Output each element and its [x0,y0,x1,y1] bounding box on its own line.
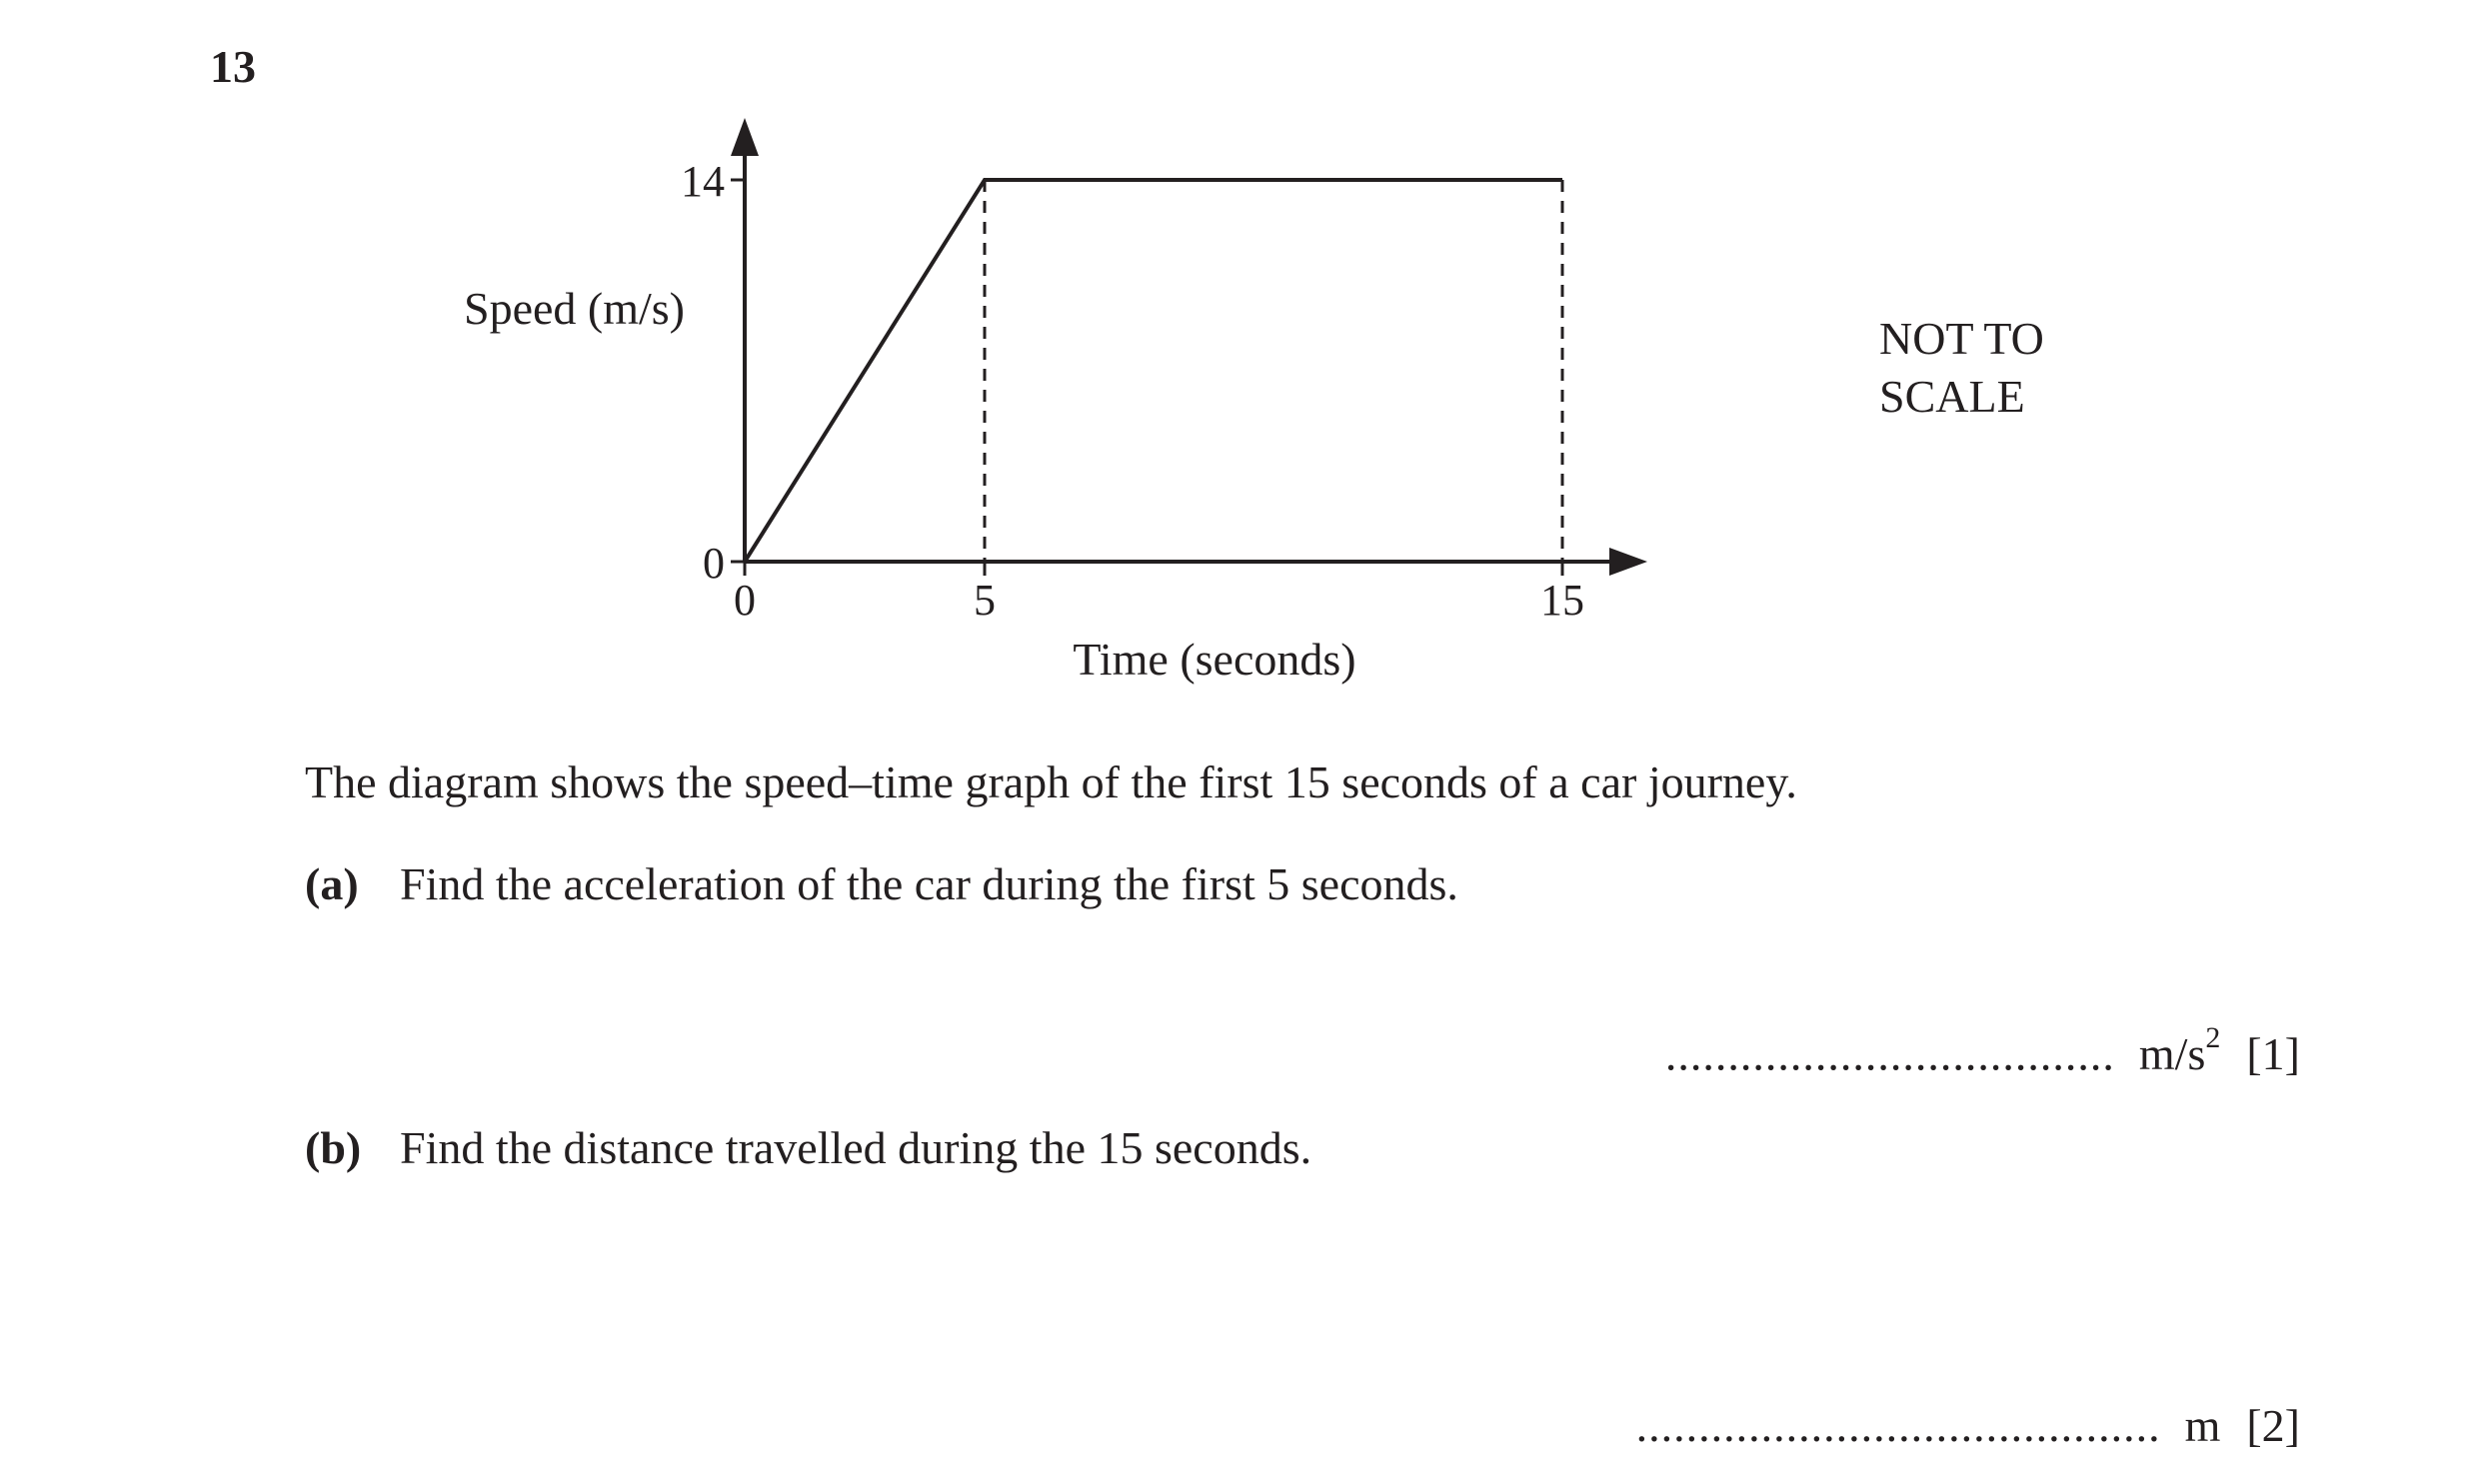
x-tick-label-5: 5 [974,576,996,625]
part-a-label: (a) [305,858,359,909]
part-a-unit-superscript: 2 [2205,1021,2221,1054]
graph-series [745,180,1562,562]
graph-dashed-lines [985,180,1562,562]
graph-labels [464,157,1584,685]
part-b-prompt: Find the distance travelled during the 15 seconds. [400,1122,1312,1173]
speed-time-graph [0,0,2480,720]
part-a-answer-dots[interactable]: .................................... [1664,1028,2115,1080]
y-axis-arrowhead [731,118,759,156]
part-b-unit: m [2184,1400,2221,1451]
speed-series-line [745,180,1562,562]
x-axis-label: Time (seconds) [1073,634,1356,685]
graph-axes [731,118,1647,576]
part-b-answer-dots[interactable]: .......................................... [1635,1400,2161,1451]
x-axis-arrowhead [1609,548,1647,576]
part-a-unit-text: m/s [2138,1028,2206,1080]
y-tick-label-0: 0 [703,539,725,588]
note-line-1: NOT TO [1879,313,2044,364]
part-a-answer-line[interactable] [1664,1021,2300,1080]
x-tick-label-15: 15 [1540,576,1584,625]
part-a [305,858,1458,909]
graph-ticks [731,180,1562,576]
part-b-label: (b) [305,1122,362,1173]
part-b [305,1122,1312,1173]
part-a-marks: [1] [2246,1028,2300,1080]
not-to-scale-note [1879,310,2044,426]
x-tick-label-0: 0 [734,576,756,625]
part-b-answer-line[interactable] [1635,1400,2300,1451]
part-b-marks: [2] [2246,1400,2300,1451]
intro-text: The diagram shows the speed–time graph of the first 15 seconds of a car journey. [305,756,1797,807]
part-a-prompt: Find the acceleration of the car during the first 5 seconds. [400,858,1458,909]
note-line-2: SCALE [1879,371,2025,422]
part-a-unit [2138,1021,2221,1080]
y-tick-label-14: 14 [681,157,725,206]
y-axis-label: Speed (m/s) [463,283,685,334]
question-number: 13 [210,41,256,92]
